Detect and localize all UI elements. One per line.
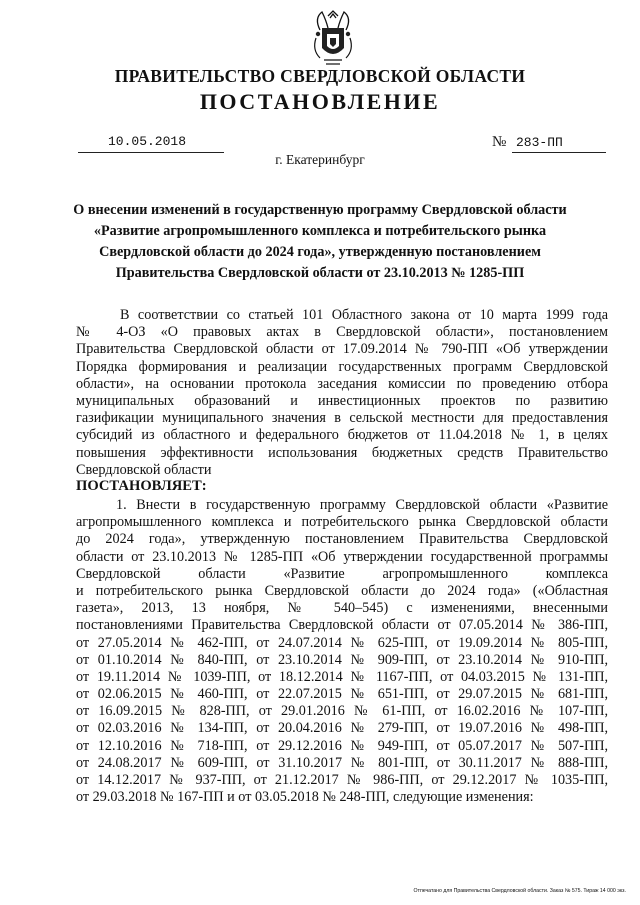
preamble-paragraph bbox=[76, 307, 608, 479]
text-line: от 14.12.2017 № 937-ПП, от 21.12.2017 № 986-ПП, от 29.12.2017 № 1035-ПП, bbox=[76, 772, 608, 788]
government-name: ПРАВИТЕЛЬСТВО СВЕРДЛОВСКОЙ ОБЛАСТИ bbox=[114, 66, 526, 86]
text-line: повышения эффективности использования бюджетных средств Правительство bbox=[76, 444, 608, 461]
resolves-heading: ПОСТАНОВЛЯЕТ: bbox=[76, 478, 207, 494]
print-footer: Отпечатано для Правительства Свердловской области. Заказ № 575. Тираж 14 000 экз. bbox=[413, 888, 626, 894]
text-line: постановлениями Правительства Свердловской области от 07.05.2014 № 386-ПП, bbox=[76, 617, 608, 634]
text-line: муниципальных образований и инвестиционных проектов по развитию bbox=[76, 392, 608, 409]
text-line: Свердловской области «Развитие агропромышленного комплекса bbox=[76, 565, 608, 582]
text-line: агропромышленного комплекса и потребительского рынка Свердловской области bbox=[76, 514, 608, 531]
city: г. Екатеринбург bbox=[275, 152, 365, 167]
title-line: Свердловской области до 2024 года», утвержденную постановлением bbox=[99, 244, 541, 260]
number-label: № bbox=[492, 134, 507, 150]
document-number: 283-ПП bbox=[516, 135, 563, 150]
text-line: 1. Внести в государственную программу Свердловской области «Развитие bbox=[116, 497, 608, 513]
text-line: Порядка формирования и реализации государственных программ Свердловской bbox=[76, 358, 608, 375]
text-line: до 2024 года», утвержденную постановлением Правительства Свердловской bbox=[76, 531, 608, 548]
text-line: субсидий из областного и федерального бюджетов от 11.04.2018 № 1, в целях bbox=[76, 427, 608, 444]
text-line: В соответствии со статьей 101 Областного закона от 10 марта 1999 года bbox=[120, 307, 608, 323]
text-line: газификации муниципального значения в сельской местности для предоставления bbox=[76, 410, 608, 427]
coat-of-arms-icon bbox=[306, 8, 360, 68]
title-line: О внесении изменений в государственную программу Свердловской области bbox=[73, 202, 567, 218]
text-line: газета», 2013, 13 ноября, № 540–545) с изменениями, внесенными bbox=[76, 600, 608, 617]
text-line: области», на основании протокола заседания комиссии по проведению отбора bbox=[76, 375, 608, 392]
text-line: от 27.05.2014 № 462-ПП, от 24.07.2014 № 625-ПП, от 19.09.2014 № 805-ПП, bbox=[76, 634, 608, 651]
text-line: Правительства Свердловской области от 17.09.2014 № 790-ПП «Об утверждении bbox=[76, 341, 608, 358]
document-title bbox=[60, 200, 580, 284]
document-type: ПОСТАНОВЛЕНИЕ bbox=[199, 89, 441, 114]
text-line: от 16.09.2015 № 828-ПП, от 29.01.2016 № 61-ПП, от 16.02.2016 № 107-ПП, bbox=[76, 703, 608, 720]
text-line: от 24.08.2017 № 609-ПП, от 31.10.2017 № 801-ПП, от 30.11.2017 № 888-ПП, bbox=[76, 754, 608, 771]
text-line: № 4-ОЗ «О правовых актах в Свердловской области», постановлением bbox=[76, 324, 608, 341]
text-line: от 02.03.2016 № 134-ПП, от 20.04.2016 № 279-ПП, от 19.07.2016 № 498-ПП, bbox=[76, 720, 608, 737]
document-date: 10.05.2018 bbox=[108, 134, 187, 149]
title-line: Правительства Свердловской области от 23.10.2013 № 1285-ПП bbox=[115, 265, 525, 281]
text-line: от 19.11.2014 № 1039-ПП, от 18.12.2014 № 1167-ПП, от 04.03.2015 № 131-ПП, bbox=[76, 668, 608, 685]
text-line: от 02.06.2015 № 460-ПП, от 22.07.2015 № 651-ПП, от 29.07.2015 № 681-ПП, bbox=[76, 686, 608, 703]
text-line: и потребительского рынка Свердловской области до 2024 года» («Областная bbox=[76, 582, 608, 599]
title-line: «Развитие агропромышленного комплекса и потребительского рынка bbox=[93, 223, 547, 239]
text-line: области от 23.10.2013 № 1285-ПП «Об утверждении государственной программы bbox=[76, 548, 608, 565]
text-line: от 29.03.2018 № 167-ПП и от 03.05.2018 № 248-ПП, следующие изменения: bbox=[76, 789, 534, 806]
text-line: от 12.10.2016 № 718-ПП, от 29.12.2016 № 949-ПП, от 05.07.2017 № 507-ПП, bbox=[76, 737, 608, 754]
text-line: от 01.10.2014 № 840-ПП, от 23.10.2014 № 909-ПП, от 23.10.2014 № 910-ПП, bbox=[76, 651, 608, 668]
text-line: Свердловской области bbox=[76, 461, 212, 478]
item-1-paragraph bbox=[76, 497, 608, 806]
